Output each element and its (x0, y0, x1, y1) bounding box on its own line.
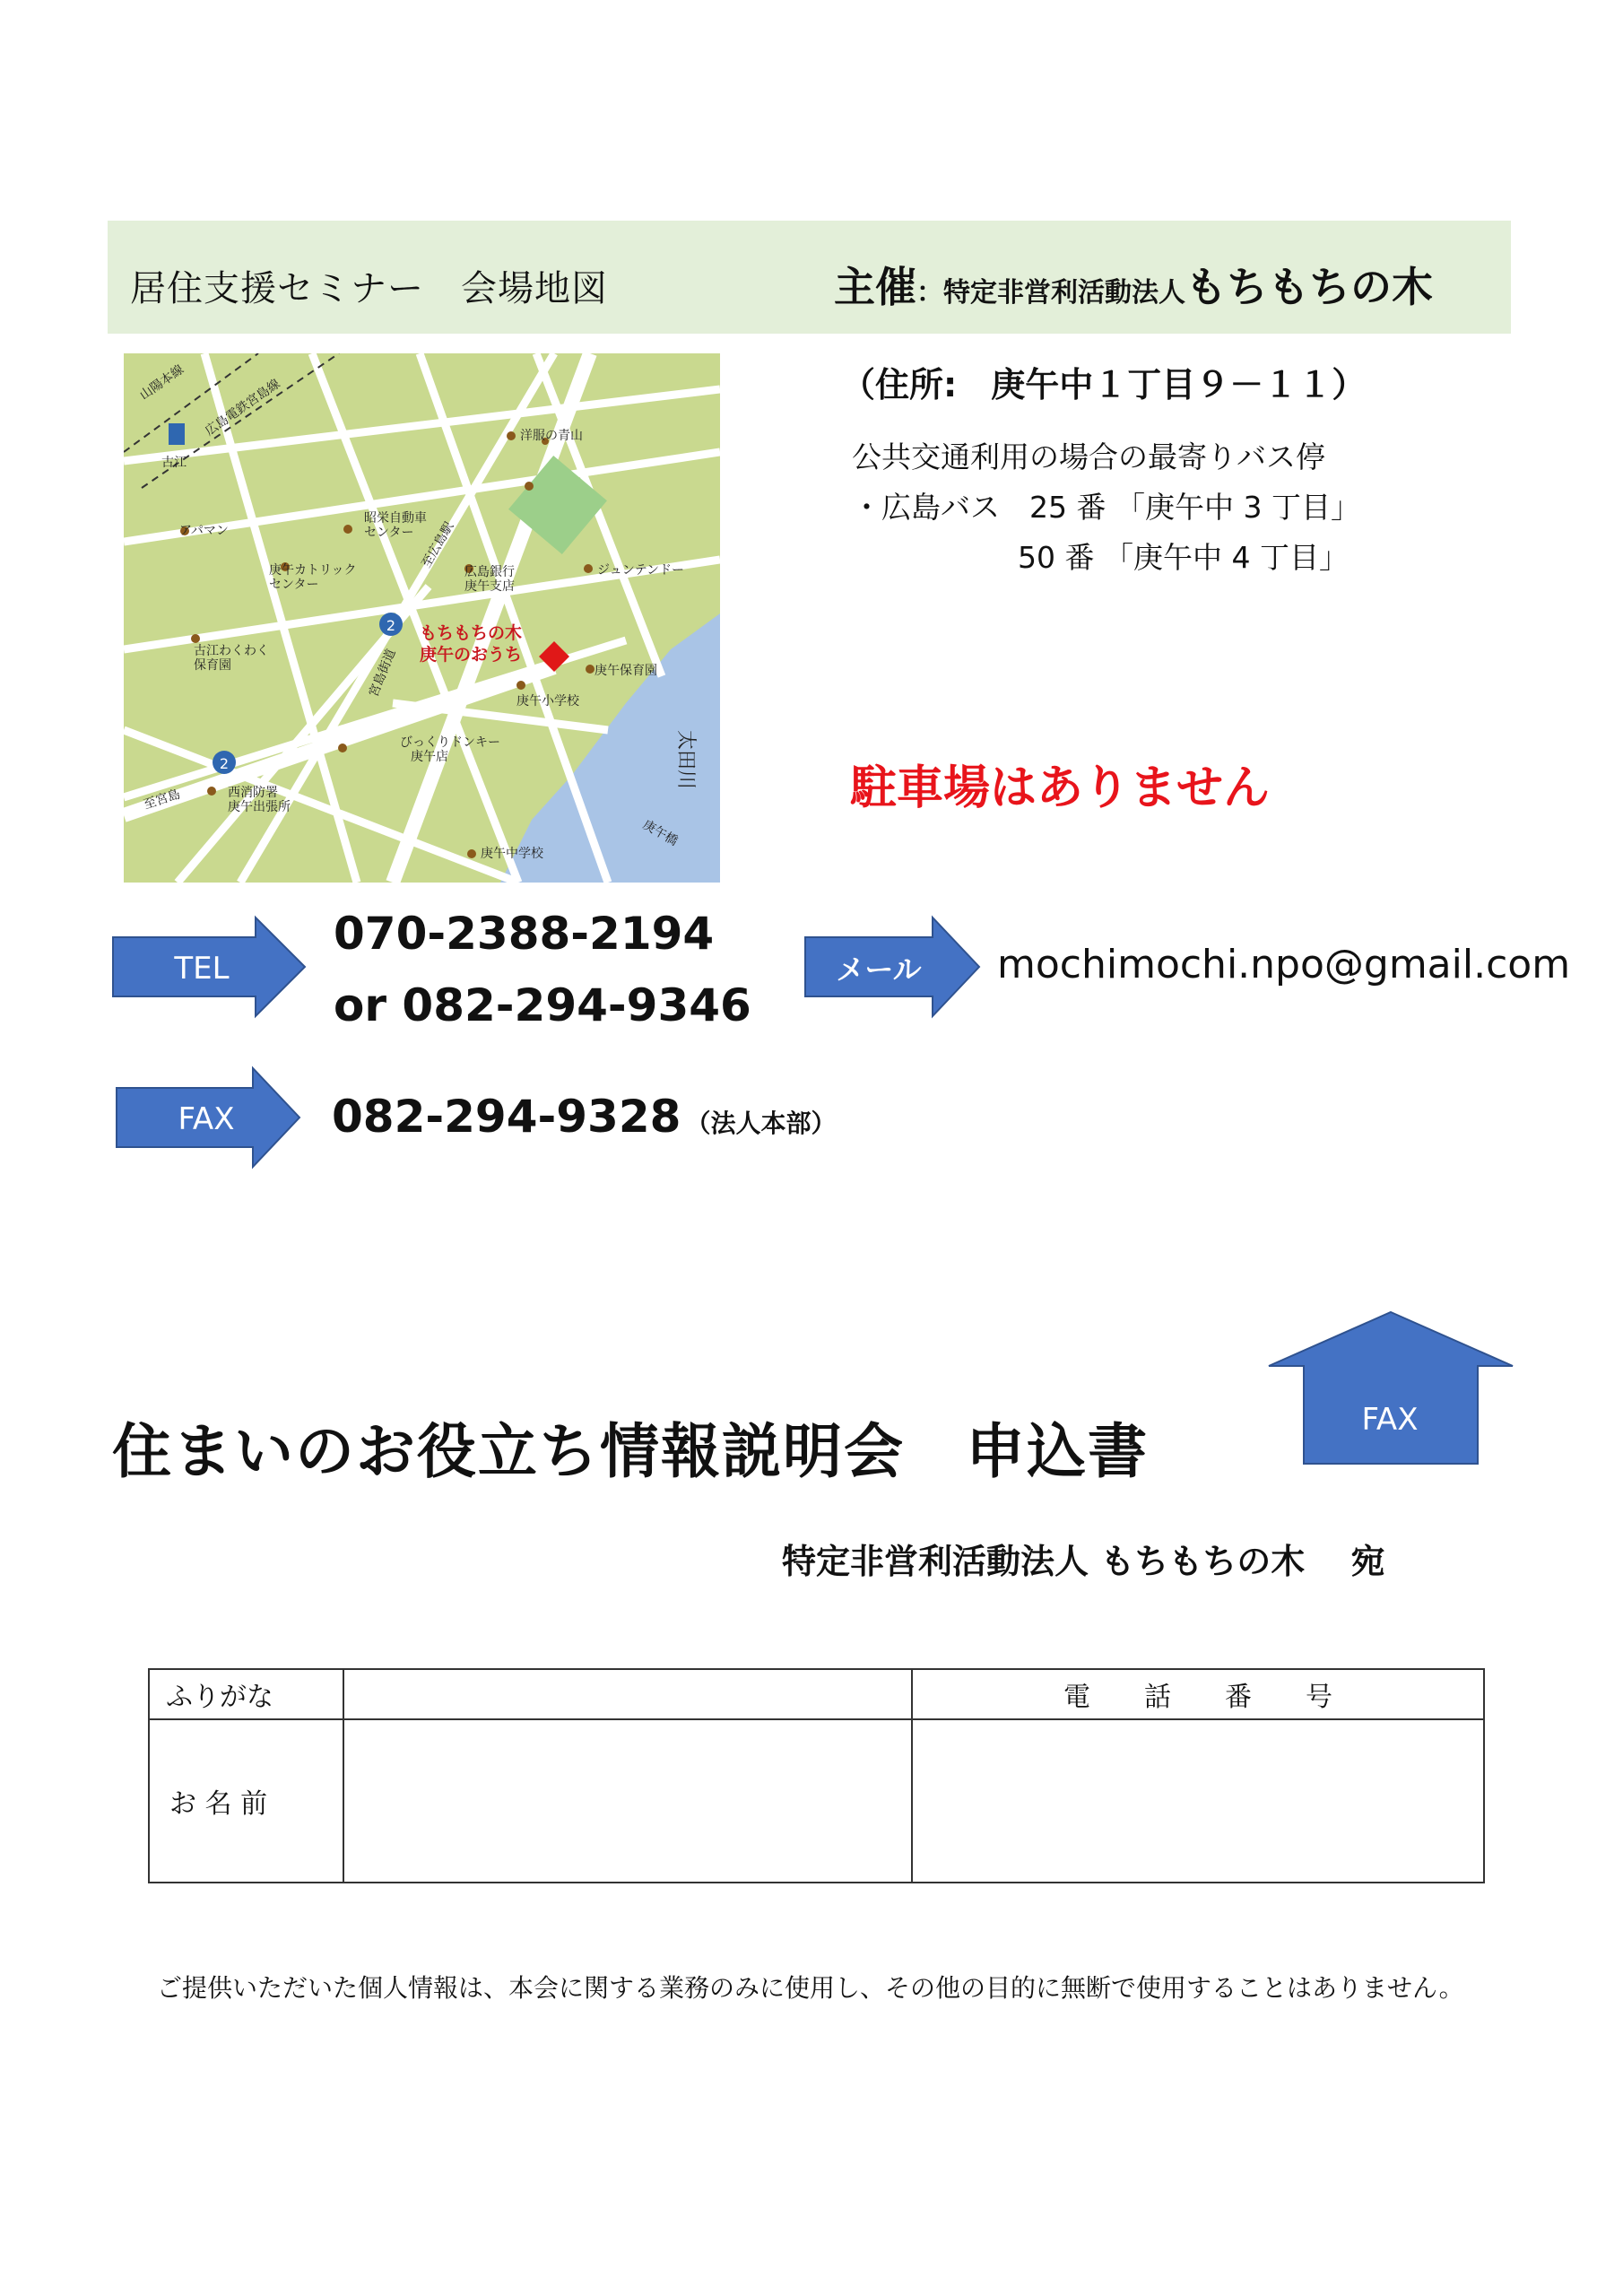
svg-text:庚午カトリック: 庚午カトリック (269, 563, 357, 578)
bus-intro: 公共交通利用の場合の最寄りバス停 (852, 439, 1325, 474)
privacy-note: ご提供いただいた個人情報は、本会に関する業務のみに使用し、その他の目的に無断で使用することはありません。 (157, 1973, 1464, 2003)
organizer (834, 255, 1433, 314)
fax-note: （法人本部） (685, 1109, 837, 1138)
svg-text:古江わくわく: 古江わくわく (194, 644, 269, 658)
furigana-label: ふりがな (149, 1669, 343, 1719)
furigana-field[interactable] (343, 1669, 912, 1719)
fax-up-arrow-icon (1266, 1309, 1515, 1466)
svg-text:広島電鉄宮島線: 広島電鉄宮島線 (203, 376, 283, 439)
svg-text:もちもちの木: もちもちの木 (420, 623, 523, 643)
svg-text:庚午橋: 庚午橋 (640, 817, 681, 849)
phone-field[interactable] (912, 1719, 1484, 1883)
bus-access-info (852, 432, 1360, 583)
svg-text:太田川: 太田川 (674, 730, 697, 790)
fax-line (332, 1091, 837, 1143)
svg-text:山陽本線: 山陽本線 (137, 362, 187, 404)
no-parking-notice: 駐車場はありません (850, 761, 1271, 815)
bus-stop-50: 50 番 「庚午中 4 丁目」 (1018, 540, 1349, 575)
mail-label: メール (836, 952, 922, 987)
phone-header: 電 話 番 号 (912, 1669, 1484, 1719)
organizer-lead: 主催 (834, 263, 916, 311)
svg-text:びっくりドンキー: びっくりドンキー (400, 735, 500, 750)
svg-text:広島銀行: 広島銀行 (464, 565, 515, 579)
svg-text:至宮島: 至宮島 (142, 787, 183, 813)
application-form-table (148, 1668, 1485, 1883)
svg-text:ジュンテンドー: ジュンテンドー (597, 563, 685, 578)
svg-text:至広島駅: 至広島駅 (419, 519, 457, 570)
email-address[interactable]: mochimochi.npo@gmail.com (997, 942, 1571, 987)
svg-text:センター: センター (364, 526, 414, 540)
organizer-colon: ： (916, 277, 943, 309)
svg-text:センター: センター (269, 578, 319, 592)
organizer-name: もちもちの木 (1185, 263, 1433, 311)
svg-text:昭栄自動車: 昭栄自動車 (364, 511, 427, 526)
svg-text:アパマン: アパマン (179, 524, 229, 538)
organizer-type: 特定非営利活動法人 (943, 277, 1185, 309)
svg-text:庚午のおうち: 庚午のおうち (420, 645, 523, 665)
application-form-title: 住まいのお役立ち情報説明会 申込書 (112, 1417, 1149, 1486)
bus-stop-25: ・広島バス 25 番 「庚午中 3 丁目」 (852, 490, 1360, 525)
svg-text:保育園: 保育園 (194, 658, 231, 673)
svg-text:庚午店: 庚午店 (411, 750, 448, 764)
svg-text:庚午中学校: 庚午中学校 (481, 847, 543, 861)
svg-text:2: 2 (386, 617, 396, 634)
venue-address: （住所: 庚午中１丁目９－１１） (841, 365, 1367, 404)
svg-text:庚午出張所: 庚午出張所 (228, 800, 291, 814)
svg-text:古江: 古江 (161, 456, 187, 470)
svg-text:庚午保育園: 庚午保育園 (595, 664, 657, 678)
svg-text:庚午小学校: 庚午小学校 (516, 694, 579, 709)
fax-up-label: FAX (1361, 1402, 1419, 1438)
recipient: 特定非営利活動法人 もちもちの木 宛 (782, 1542, 1385, 1581)
svg-text:西消防署: 西消防署 (228, 786, 278, 800)
tel-label: TEL (174, 951, 230, 987)
fax-label: FAX (178, 1101, 235, 1137)
fax-number: 082-294-9328 (332, 1091, 681, 1143)
venue-map (124, 353, 720, 883)
svg-text:庚午支店: 庚午支店 (464, 579, 515, 594)
svg-text:洋服の青山: 洋服の青山 (520, 429, 583, 443)
svg-text:2: 2 (219, 755, 230, 772)
seminar-map-title: 居住支援セミナー 会場地図 (130, 268, 608, 309)
name-label: お 名 前 (149, 1719, 343, 1883)
tel-number-1: 070-2388-2194 (334, 908, 715, 960)
tel-number-2: or 082-294-9346 (334, 979, 751, 1031)
name-field[interactable] (343, 1719, 912, 1883)
svg-text:宮島街道: 宮島街道 (366, 647, 399, 700)
